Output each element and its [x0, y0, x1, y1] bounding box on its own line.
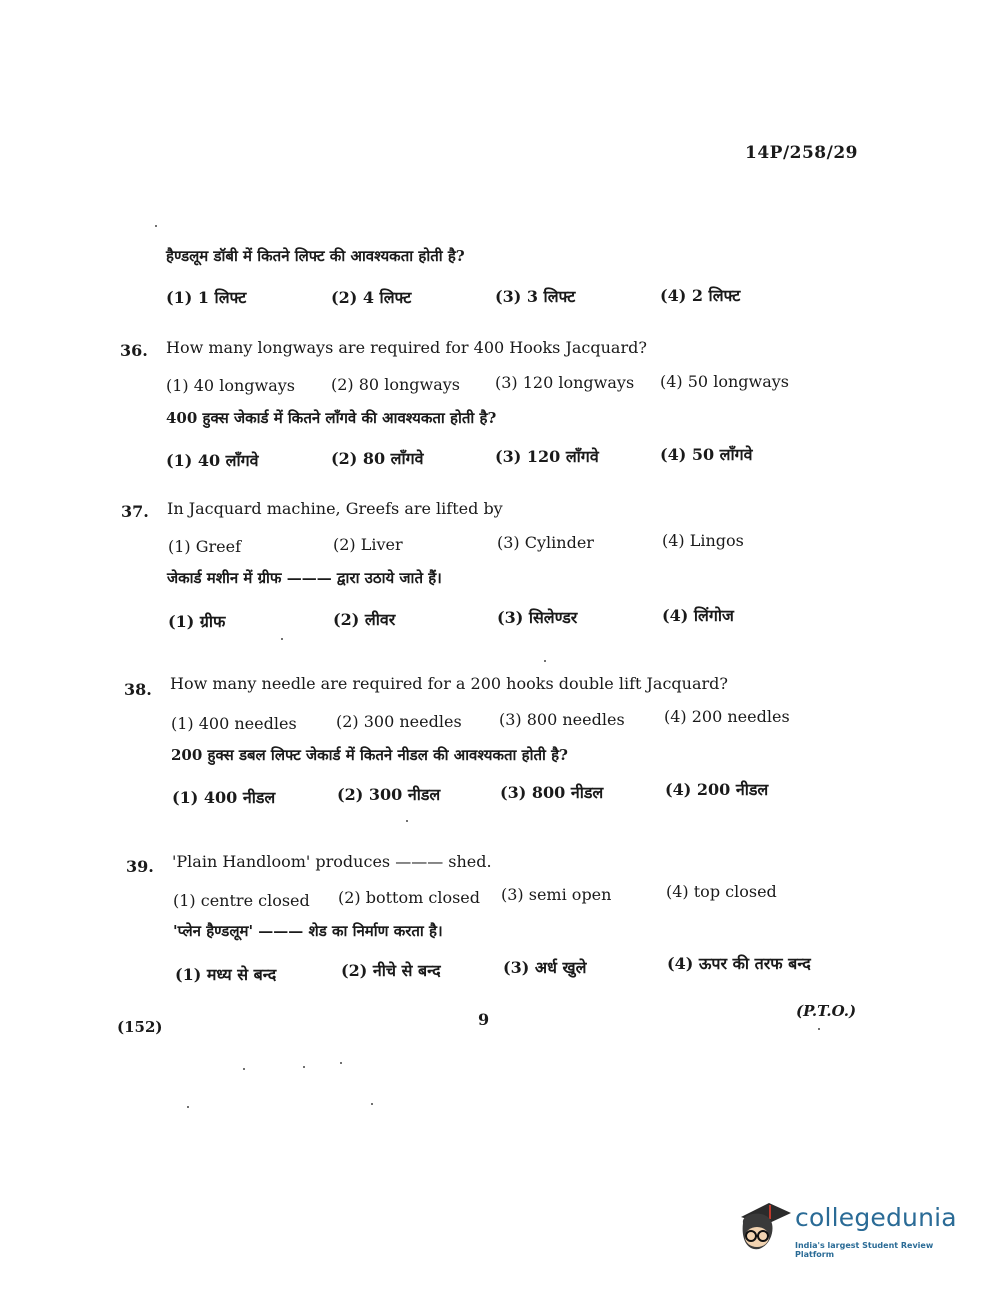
scan-speck	[187, 1106, 189, 1108]
q36-hindi-text: 400 हुक्स जेकार्ड में कितने लाँगवे की आवश्यकता होती है?	[166, 409, 497, 427]
watermark-brand: collegedunia	[795, 1203, 957, 1232]
scan-speck	[818, 1028, 820, 1030]
q36-hindi-option-2: (2) 80 लाँगवे	[331, 449, 424, 468]
booklet-series: (152)	[117, 1018, 163, 1036]
q35-hindi-option-2: (2) 4 लिफ्ट	[331, 288, 412, 307]
collegedunia-watermark	[735, 1195, 965, 1265]
watermark-tagline: India's largest Student Review Platform	[795, 1241, 934, 1259]
q38-hindi-option-4: (4) 200 नीडल	[665, 780, 769, 799]
q37-text: In Jacquard machine, Greefs are lifted by	[167, 499, 503, 518]
q38-option-3: (3) 800 needles	[499, 710, 625, 729]
q36-text: How many longways are required for 400 Hooks Jacquard?	[166, 338, 647, 357]
q39-hindi-text: 'प्लेन हैण्डलूम' ——— शेड का निर्माण करता है।	[173, 922, 443, 940]
q37-number: 37.	[121, 502, 149, 521]
q38-text: How many needle are required for a 200 hooks double lift Jacquard?	[170, 674, 728, 693]
scan-speck	[544, 660, 546, 662]
q37-option-2: (2) Liver	[333, 535, 403, 554]
q37-option-1: (1) Greef	[168, 537, 242, 556]
q37-option-4: (4) Lingos	[662, 531, 744, 550]
q36-hindi-option-4: (4) 50 लाँगवे	[660, 445, 753, 464]
q35-hindi-option-1: (1) 1 लिफ्ट	[166, 288, 247, 307]
q39-hindi-option-2: (2) नीचे से बन्द	[341, 961, 441, 980]
q36-option-4: (4) 50 longways	[660, 372, 789, 391]
scan-speck	[371, 1103, 373, 1105]
q38-hindi-option-2: (2) 300 नीडल	[337, 785, 441, 804]
q39-option-2: (2) bottom closed	[338, 888, 481, 907]
q39-hindi-option-1: (1) मध्य से बन्द	[175, 965, 277, 984]
q38-option-1: (1) 400 needles	[171, 714, 297, 733]
q39-number: 39.	[126, 857, 154, 876]
student-mascot-icon	[735, 1195, 793, 1257]
q37-hindi-option-4: (4) लिंगोज	[662, 606, 734, 625]
q38-hindi-option-1: (1) 400 नीडल	[172, 788, 276, 807]
q38-hindi-option-3: (3) 800 नीडल	[500, 783, 604, 802]
q39-option-4: (4) top closed	[666, 882, 777, 901]
q38-option-4: (4) 200 needles	[664, 707, 790, 726]
scan-speck	[281, 638, 283, 640]
q39-text: 'Plain Handloom' produces ——— shed.	[172, 852, 492, 871]
q37-option-3: (3) Cylinder	[497, 533, 594, 552]
q35-hindi-text: हैण्डलूम डॉबी में कितने लिफ्ट की आवश्यकता होती है?	[166, 247, 465, 265]
q36-option-3: (3) 120 longways	[495, 373, 635, 392]
q37-hindi-option-1: (1) ग्रीफ	[168, 612, 226, 631]
q36-hindi-option-1: (1) 40 लाँगवे	[166, 451, 259, 470]
page-number: 9	[478, 1010, 490, 1029]
q37-hindi-option-2: (2) लीवर	[333, 610, 396, 629]
scan-speck	[406, 820, 408, 822]
q38-option-2: (2) 300 needles	[336, 712, 462, 731]
q38-hindi-text: 200 हुक्स डबल लिफ्ट जेकार्ड में कितने नीडल की आवश्यकता होती है?	[171, 746, 568, 764]
q36-option-1: (1) 40 longways	[166, 376, 295, 395]
q38-number: 38.	[124, 680, 152, 699]
scan-speck	[303, 1066, 305, 1068]
q36-number: 36.	[120, 341, 148, 360]
q39-hindi-option-4: (4) ऊपर की तरफ बन्द	[667, 954, 811, 973]
pto-note: (P.T.O.)	[796, 1002, 857, 1020]
scan-speck	[340, 1062, 342, 1064]
q39-option-3: (3) semi open	[501, 885, 612, 904]
scan-speck	[155, 225, 157, 227]
q37-hindi-option-3: (3) सिलेण्डर	[497, 608, 578, 627]
q36-hindi-option-3: (3) 120 लाँगवे	[495, 447, 599, 466]
q36-option-2: (2) 80 longways	[331, 375, 460, 394]
scan-speck	[243, 1068, 245, 1070]
paper-code: 14P/258/29	[745, 143, 859, 163]
q37-hindi-text: जेकार्ड मशीन में ग्रीफ ——— द्वारा उठाये जाते हैं।	[167, 569, 442, 587]
q39-hindi-option-3: (3) अर्ध खुले	[503, 958, 587, 977]
q35-hindi-option-3: (3) 3 लिफ्ट	[495, 287, 576, 306]
q35-hindi-option-4: (4) 2 लिफ्ट	[660, 286, 741, 305]
q39-option-1: (1) centre closed	[173, 891, 310, 910]
